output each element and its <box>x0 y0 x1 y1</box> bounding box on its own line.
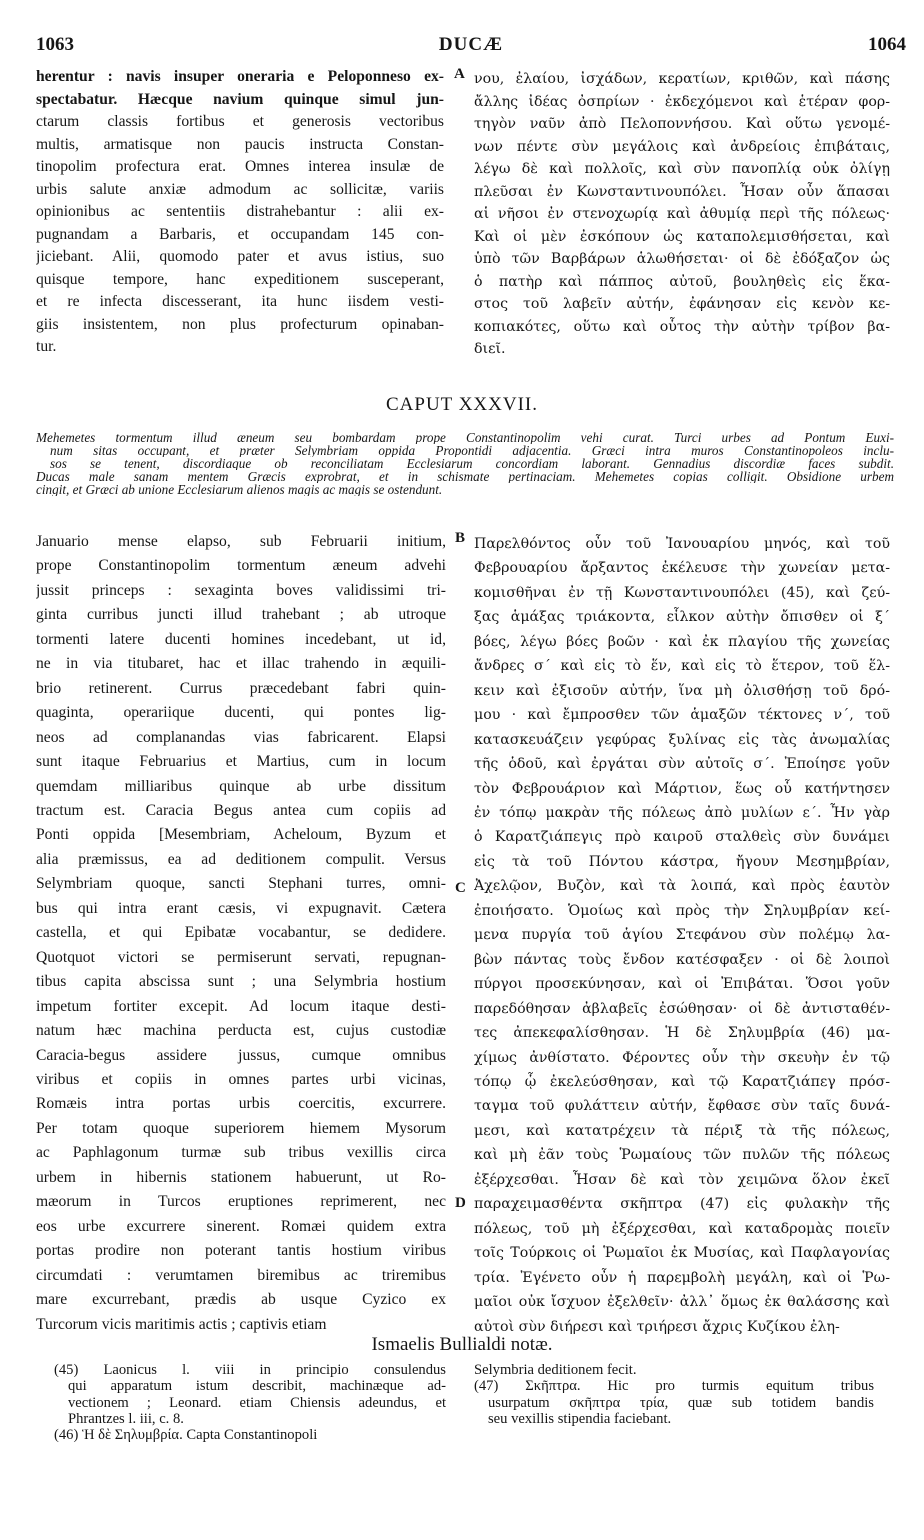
text-line: λέγω δὲ καὶ πολλοῖς, καὶ σὺν πανοπλίᾳ οὐκ ὀλίγῃ <box>474 161 890 177</box>
text-line: eos urbe excurrere sinerent. Romæi quidem extra <box>36 1217 446 1235</box>
text-line: brio retinerent. Currus præcedebant fabri quin- <box>36 679 446 697</box>
notes-left-column <box>54 1362 446 1443</box>
text-line: πόλεως, τοῦ μὴ ἐξέρχεσθαι, καὶ καταδρομὰς ποιεῖν <box>474 1220 890 1237</box>
greek-column-top <box>474 68 890 361</box>
text-line: sos se tenent, discordiaque ob reconciliatam Ecclesiarum concordiam laborant. Gennadius discordiæ faces subdit. <box>50 457 894 471</box>
text-line: natum hæc machina perducta est, cujus custodiæ <box>36 1022 446 1040</box>
text-line: ταγμα τοῦ φυλάττειν αὐτήν, ἔφθασε σὺν ταῖς δυνά- <box>474 1098 890 1115</box>
text-line: tibus capita abscissa sunt ; una Selymbria hostium <box>36 973 446 991</box>
text-line: ξας ἁμάξας τριάκοντα, εἷλκον αὐτὴν ὄπισθεν οἱ ξ΄ <box>474 609 890 626</box>
text-line: βὼν πάντας τοὺς ἔνδον κατέσφαξεν · οἱ δὲ λοιποὶ <box>474 951 890 968</box>
text-line: quisque tempore, hanc expeditionem susceperant, <box>36 270 444 288</box>
text-line: et re infecta discesserant, ita hunc iisdem vesti- <box>36 293 444 310</box>
running-title: DUCÆ <box>438 34 504 55</box>
text-line: quemdam milliaribus quinque ab urbe dissitum <box>36 777 446 795</box>
text-line: impetum fortiter excepit. Ad locum itaque desti- <box>36 997 446 1015</box>
text-line: mare excurrebant, prædis ab usque Cyzico ex <box>36 1291 446 1309</box>
text-line: seu vexillis stipendia faciebant. <box>488 1410 672 1427</box>
text-line: Quotquot victori se permiserunt servati, repugnan- <box>36 948 446 966</box>
text-line: αὐτοὶ σὺν διήρεσι καὶ τριήρεσι ἄχρις Κυζίκου ἐλη- <box>474 1318 840 1335</box>
text-line: ctarum classis fortibus et generosis vectoribus <box>36 113 444 130</box>
text-line: ἐποιήσατο. Ὁμοίως καὶ πρὸς τὴν Σηλυμβρίαν κεί- <box>474 902 890 919</box>
text-line: circumdati : verumtamen biremibus ac triremibus <box>36 1266 446 1284</box>
margin-marker-a: A <box>454 66 465 82</box>
margin-marker-c: C <box>455 880 466 896</box>
running-header <box>36 34 906 58</box>
text-line: cingit, et Græci ab unione Ecclesiarum alienos magis ac magis se ostendunt. <box>36 483 443 497</box>
text-line: qui apparatum istum describit, machinæque ad- <box>68 1378 446 1395</box>
text-line: χίμως ἀνθίστατο. Φέροντες οὖν τὴν σκευὴν ἐν τῷ <box>474 1049 890 1066</box>
text-line: κομισθῆναι ἐν τῇ Κωνσταντινουπόλει (45), καὶ ζεύ- <box>474 584 890 601</box>
text-line: tormenti latere ducenti homines incedebant, ut id, <box>36 630 446 648</box>
text-line: num sitas occupant, et præter Selymbriam oppida Propontidi adjacentia. Græci intra muros Constantinopoleos inclu- <box>50 444 894 458</box>
text-line: Caracia-begus assidere jussus, cumque omnibus <box>36 1046 446 1064</box>
text-line: διεῖ. <box>474 341 506 357</box>
latin-column-main <box>36 530 446 1337</box>
text-line: τῆς ὁδοῦ, καὶ ἐργάται σὺν αὐτοῖς σ΄. Ἐποίησε γοῦν <box>474 756 890 773</box>
text-line: urbem in hibernis stationem habuerunt, ut Ro- <box>36 1168 446 1186</box>
text-line: πύργοι προσεκύνησαν, καὶ οἱ Ἐπιβάται. Ὅσοι γοῦν <box>474 976 890 993</box>
text-line: Ponti oppida [Mesembriam, Acheloum, Byzum et <box>36 826 446 844</box>
text-line: ne in via titubaret, hac et illac trahendo in æquili- <box>36 655 446 673</box>
page-number-right: 1064 <box>868 34 906 55</box>
text-line: Per totam quoque superiorem hiemem Mysorum <box>36 1119 446 1137</box>
text-line: πλεῦσαι ἐν Κωνσταντινουπόλει. Ἦσαν οὖν ἅπασαι <box>474 183 890 200</box>
text-line: τες ἀπεκεφαλίσθησαν. Ἡ δὲ Σηλυμβρία (46) μα- <box>474 1025 890 1042</box>
text-line: (45) Laonicus l. viii in principio consulendus <box>54 1362 446 1378</box>
text-line: ἄλλης ἰδέας ὀσπρίων · ἐκδεχόμενοι καὶ ἑτέραν φορ- <box>474 93 890 110</box>
margin-marker-d: D <box>455 1195 466 1211</box>
text-line: Turcorum vicis maritimis actis ; captivis etiam <box>36 1315 327 1333</box>
latin-column-top <box>36 66 444 359</box>
text-line: sunt itaque Februarius et Martius, cum in locum <box>36 753 446 771</box>
greek-column-main <box>474 532 890 1339</box>
text-line: prope Constantinopolim tormentum æneum advehi <box>36 557 446 575</box>
text-line: urbis salute anxiæ admodum ac sollicitæ, variis <box>36 180 444 198</box>
text-line: Romæis intra portas urbis coercitis, excurrere. <box>36 1095 446 1113</box>
text-line: vectionem ; Leonard. etiam Chiensis adeundus, et <box>68 1394 446 1411</box>
text-line: Φεβρουαρίου ἄρξαντος ἐκέλευσε τὴν χωνείαν μετα- <box>474 560 890 577</box>
text-line: tur. <box>36 338 57 355</box>
text-line: ginta curribus juncti illud trahebant ; ab utroque <box>36 606 446 624</box>
margin-marker-b: B <box>455 530 466 546</box>
text-line: κειν καὶ ἐξισοῦν αὐτήν, ἵνα μὴ ὀλισθήσῃ τοῦ δρό- <box>474 682 890 699</box>
text-line: κοπιακότες, οὕτω καὶ οὗτος τὴν αὐτὴν τρίβον βα- <box>474 318 890 335</box>
text-line: opinionibus ac sententiis distrahebantur : alii ex- <box>36 203 444 220</box>
text-line: Selymbriam quoque, sancti Stephani turres, omni- <box>36 875 446 893</box>
text-line: tractum est. Caracia Begus antea cum copiis ad <box>36 801 446 819</box>
text-line: (47) Σκῆπτρα. Hic pro turmis equitum tribus <box>474 1378 874 1395</box>
text-line: τρία. Ἐγένετο οὖν ἡ παρεμβολὴ μεγάλη, καὶ οἱ Ῥω- <box>474 1269 890 1286</box>
text-line: mæorum in Turcos eruptiones reprimerent, nec <box>36 1193 446 1211</box>
text-line: alia præmissus, ea ad deditionem compulit. Versus <box>36 850 446 868</box>
text-line: Ἀχελῷον, Βυζὸν, καὶ τὰ λοιπά, καὶ πρὸς ἑαυτὸν <box>474 878 890 895</box>
text-line: ac Paphlagonum turmæ sub tribus vexillis circa <box>36 1144 446 1162</box>
text-line: castella, et qui Epibatæ vocabantur, se dedidere. <box>36 924 446 942</box>
text-line: pugnandam a Barbaris, et occupandam 145 con- <box>36 225 444 243</box>
text-line: μεσι, καὶ κατατρέχειν τὰ πέριξ τὰ τῆς πόλεως, <box>474 1122 890 1139</box>
text-line: αἱ νῆσοι ἐν στενοχωρίᾳ καὶ ἀθυμίᾳ περὶ τῆς πόλεως· <box>474 206 890 222</box>
text-line: μενα πυργία τοῦ ἁγίου Στεφάνου σὺν πολέμῳ λα- <box>474 927 890 944</box>
text-line: Januario mense elapso, sub Februarii initium, <box>36 533 446 550</box>
text-line: ἐξέρχεσθαι. Ἦσαν δὲ καὶ τὸν χειμῶνα ὅλον ἐκεῖ <box>474 1171 890 1188</box>
text-line: ὁ πατὴρ καὶ πάππος αὐτοῦ, βουληθεὶς εἰς ἕκα- <box>474 273 890 290</box>
text-line: νων πέντε σὺν μεγάλοις καὶ ἀνδρείοις ἐπιβάταις, <box>474 138 890 155</box>
text-line: tinopolim profectura erat. Omnes interea insulæ de <box>36 158 444 175</box>
text-line: spectabatur. Hæcque navium quinque simul jun- <box>36 90 444 108</box>
text-line: usurpatum σκῆπτρα τρία, quæ sub totidem bandis <box>488 1394 874 1411</box>
text-line: multis, armatisque non paucis instructa Constan- <box>36 135 444 153</box>
text-line: τηγὸν ναῦν ἀπὸ Πελοποννήσου. Καὶ οὕτω γενομέ- <box>474 116 890 132</box>
text-line: Ducas male sanam mentem Græcis exprobrat, et in schismate pertinaciam. Mehemetes copias colligit. Obsidione urbem <box>36 470 894 484</box>
chapter-summary <box>36 431 894 496</box>
text-line: quaginta, operariique ducenti, qui pontes lig- <box>36 704 446 722</box>
text-line: Παρελθόντος οὖν τοῦ Ἰανουαρίου μηνός, καὶ τοῦ <box>474 536 890 552</box>
text-line: ἄνδρες σ΄ καὶ εἰς τὸ ἕν, καὶ εἰς τὸ ἕτερον, τοῦ ἕλ- <box>474 658 890 675</box>
text-line: παρεδόθησαν ἀβλαβεῖς ἐσώθησαν· οἱ δὲ ἀντισταθέν- <box>474 1000 890 1017</box>
text-line: portas prodire non poterant tantis hostium viribus <box>36 1242 446 1260</box>
notes-heading: Ismaelis Bullialdi notæ. <box>371 1334 553 1355</box>
text-line: Phrantzes l. iii, c. 8. <box>68 1410 184 1427</box>
text-line: παραχειμασθέντα σκῆπτρα (47) εἰς φυλακὴν τῆς <box>474 1196 890 1213</box>
notes-right-column <box>474 1362 874 1427</box>
text-line: (46) Ἡ δὲ Σηλυμβρία. Capta Constantinopoli <box>54 1427 318 1444</box>
text-line: ὑπὸ τῶν Βαρβάρων ἁλωθήσεται· οἱ δὲ ἐδόξαζον ὡς <box>474 251 890 267</box>
text-line: ὁ Καρατζιάπεγις πρὸ καιροῦ σταλθεὶς σὺν δυνάμει <box>474 829 890 846</box>
text-line: βόες, λέγω βόες βοῶν · καὶ ἐκ πλαγίου τῆς χωνείας <box>474 633 890 650</box>
text-line: μαῖοι οὐκ ἴσχυον ἐξελθεῖν· ἀλλ᾽ ὅμως ἐκ θαλάσσης καὶ <box>474 1294 890 1311</box>
text-line: herentur : navis insuper oneraria e Peloponneso ex- <box>36 68 444 85</box>
text-line: Mehemetes tormentum illud æneum seu bombardam prope Constantinopolim vehi curat. Turci urbes ad Pontum Euxi- <box>36 431 894 445</box>
text-line: Selymbria deditionem fecit. <box>474 1362 637 1378</box>
text-line: Καὶ οἱ μὲν ἐσκόπουν ὡς καταπολεμισθήσεται, καὶ <box>474 228 890 245</box>
text-line: giis insistentem, non plus profecturum opinaban- <box>36 315 444 333</box>
text-line: καὶ μὴ ἐᾶν τοὺς Ῥωμαίους τῶν πυλῶν τῆς πόλεως <box>474 1147 890 1164</box>
text-line: στος τοῦ λαβεῖν αὐτήν, ἐφάνησαν εἰς κενὸν κε- <box>474 296 890 312</box>
text-line: εἰς τὰ τοῦ Πόντου κάστρα, ἤγουν Μεσημβρίαν, <box>474 853 890 870</box>
text-line: neos ad complanandas vias fabricarent. Elapsi <box>36 728 446 746</box>
text-line: ἐν τόπῳ μακρὰν τῆς πόλεως ἀπὸ μυλίων ε΄. Ἦν γὰρ <box>474 804 890 821</box>
text-line: τὸν Φεβρουάριον καὶ Μάρτιον, ἕως οὗ κατήντησεν <box>474 780 890 797</box>
text-line: τόπῳ ᾧ ἐκελεύσθησαν, καὶ τῷ Καρατζιάπεγ πρόσ- <box>474 1073 890 1090</box>
text-line: νου, ἐλαίου, ἰσχάδων, κερατίων, κριθῶν, καὶ πάσης <box>474 71 890 87</box>
chapter-heading: CAPUT XXXVII. <box>386 394 538 415</box>
text-line: jussit princeps : sexaginta boves validissimi tri- <box>36 581 446 599</box>
text-line: μου · καὶ ἔμπροσθεν τῶν ἁμαξῶν τέκτονες ν΄, τοῦ <box>474 707 890 724</box>
page-number-left: 1063 <box>36 34 74 55</box>
text-line: jiciebant. Alii, quomodo pater et avus istius, suo <box>36 248 444 265</box>
text-line: τοῖς Τούρκοις οἱ Ῥωμαῖοι ἐκ Μυσίας, καὶ Παφλαγονίας <box>474 1245 890 1262</box>
text-line: bus qui intra erant cæsis, vi expugnavit. Cætera <box>36 899 446 917</box>
text-line: κατασκευάζειν γεφύρας ξυλίνας εἰς τὰς ἀνωμαλίας <box>474 731 890 748</box>
text-line: viribus et copiis in omnes partes urbi vicinas, <box>36 1070 446 1088</box>
